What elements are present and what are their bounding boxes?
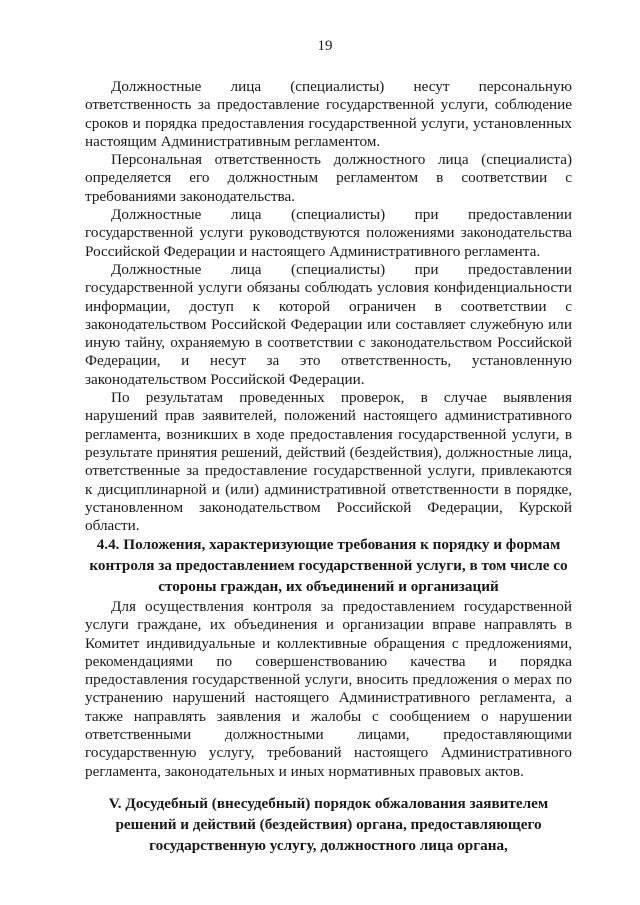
- section-5-heading: V. Досудебный (внесудебный) порядок обжалования заявителем решений и действий (бездействия) органа, предоставляющего государственную услугу, должностного лица органа,: [108, 795, 549, 854]
- paragraph-inspection-results: По результатам проведенных проверок, в случае выявления нарушений прав заявителей, положений настоящего административного регламента, возникших в ходе предоставления государственной услуги, в результате принятия решений, действий (бездействия), должностные лица, ответственные за предоставление государственной услуги, привлекаются к дисциплинарной и (или) административной ответственности в порядке, установленном законодательством Российской Федерации, Курской области.: [85, 389, 572, 535]
- paragraph-responsibility-definition: Персональная ответственность должностного лица (специалиста) определяется его должностным регламентом в соответствии с требованиями законодательства.: [85, 151, 572, 205]
- paragraph-personal-responsibility: Должностные лица (специалисты) несут персональную ответственность за предоставление государственной услуги, соблюдение сроков и порядка предоставления государственной услуги, установленных настоящим Административным регламентом.: [85, 78, 572, 150]
- section-4-4-body: [85, 598, 572, 781]
- section-4-4-heading-block: [85, 534, 572, 597]
- paragraph-citizen-control: Для осуществления контроля за предоставлением государственной услуги граждане, их объединения и организации вправе направлять в Комитет индивидуальные и коллективные обращения с предложениями, рекомендациями по совершенствованию качества и порядка предоставления государственной услуги, вносить предложения о мерах по устранению нарушений настоящего Административного регламента, а также направлять заявления и жалобы с сообщением о нарушении ответственными должностными лицами, предоставляющими государственную услугу, требований настоящего Административного регламента, законодательных и иных нормативных правовых актов.: [85, 598, 572, 780]
- section-4-3-body: [85, 78, 572, 535]
- page-number: 19: [317, 38, 333, 54]
- section-4-4-heading: 4.4. Положения, характеризующие требования к порядку и формам контроля за предоставлением государственной услуги, в том числе со стороны граждан, их объединений и организаций: [89, 536, 568, 595]
- section-5-heading-block: [85, 793, 572, 856]
- paragraph-legal-guidance: Должностные лица (специалисты) при предоставлении государственной услуги руководствуются положениями законодательства Российской Федерации и настоящего Административного регламента.: [85, 206, 572, 260]
- paragraph-confidentiality: Должностные лица (специалисты) при предоставлении государственной услуги обязаны соблюдать условия конфиденциальности информации, доступ к которой ограничен в соответствии с законодательством Российской Федерации или составляет служебную или иную тайну, охраняемую в соответствии с законодательством Российской Федерации, и несут за это ответственность, установленную законодательством Российской Федерации.: [85, 260, 572, 388]
